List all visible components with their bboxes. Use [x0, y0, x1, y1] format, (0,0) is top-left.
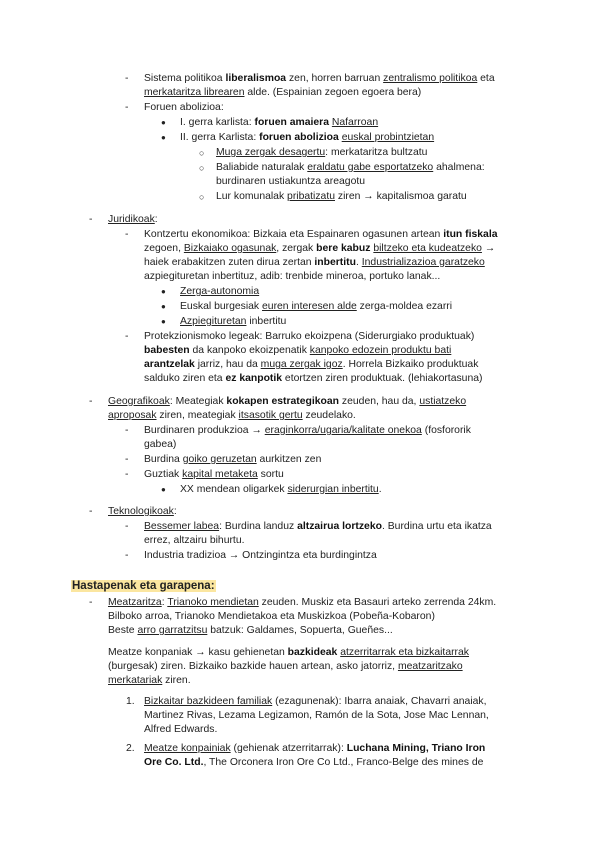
text-line: Azpiegituretan inbertitu — [180, 316, 287, 327]
bullet-marker: ● — [161, 133, 166, 142]
text-line: burdinaren ustiakuntza areagotu — [216, 176, 366, 187]
text-line: XX mendean oligarkek siderurgian inbertitu. — [180, 484, 382, 495]
dash-marker: - — [89, 396, 93, 407]
text-line: zegoen, Bizkaiako ogasunak, zergak bere kabuz biltzeko eta kudeatzeko → — [144, 243, 496, 254]
dash-marker: - — [125, 550, 129, 561]
text-line: Beste arro garratzitsu batzuk: Galdames, Sopuerta, Gueñes... — [108, 625, 393, 636]
section-heading: Hastapenak eta garapena: — [72, 580, 215, 592]
bullet-marker: ● — [161, 317, 166, 326]
text-line: merkataritza librearen alde. (Espainian zegoen egoera bera) — [144, 87, 422, 98]
text-line: Foruen abolizioa: — [144, 102, 224, 113]
bullet-marker: ● — [161, 302, 166, 311]
text-line: merkatariak ziren. — [108, 675, 191, 686]
dash-marker: - — [125, 229, 129, 240]
section-heading-teknologikoak: Teknologikoak: — [108, 506, 177, 517]
dash-marker: - — [89, 214, 93, 225]
text-line: II. gerra Karlista: foruen abolizioa euskal probintzietan — [180, 132, 435, 143]
dash-marker: - — [89, 597, 93, 608]
text-line: Bilboko arroa, Trianoko Mendietakoa eta Muskizkoa (Pobeña-Kobaron) — [108, 611, 435, 622]
text-line: Martinez Rivas, Lezama Legizamon, Ramón de la Sota, Jose Mac Lennan, — [144, 710, 489, 721]
text-line: I. gerra karlista: foruen amaiera Nafarroan — [180, 117, 379, 128]
text-line: arantzelak jarriz, hau da muga zergak igoz. Horrela Bizkaiko produktuak — [144, 359, 479, 370]
text-line: Lur komunalak pribatizatu ziren → kapitalismoa garatu — [216, 191, 467, 202]
text-line: Muga zergak desagertu: merkataritza bultzatu — [216, 147, 428, 158]
text-line: Burdinaren produkzioa → eraginkorra/ugaria/kalitate onekoa (fosfororik — [144, 425, 471, 436]
text-line: Meatzaritza: Trianoko mendietan zeuden. Muskiz eta Basauri arteko zerrenda 24km. — [108, 597, 497, 608]
text-line: Meatze konpaniak → kasu gehienetan bazkideak atzerritarrak eta bizkaitarrak — [108, 647, 469, 658]
text-line: Industria tradizioa → Ontzingintza eta burdingintza — [144, 550, 377, 561]
dash-marker: - — [89, 506, 93, 517]
text-line: Guztiak kapital metaketa sortu — [144, 469, 284, 480]
text-line: Euskal burgesiak euren interesen alde zerga-moldea ezarri — [180, 301, 453, 312]
list-number: 2. — [126, 743, 135, 754]
text-line: Protekzionismoko legeak: Barruko ekoizpena (Siderurgiako produktuak) — [144, 331, 475, 342]
section-heading-geografikoak: Geografikoak: Meategiak kokapen estrategikoan zeuden, hau da, ustiatzeko — [108, 396, 467, 407]
text-line: Meatze konpainiak (gehienak atzerritarrak): Luchana Mining, Triano Iron — [144, 743, 486, 754]
bullet-marker: ● — [161, 287, 166, 296]
list-number: 1. — [126, 696, 135, 707]
text-line: salduko ziren eta ez kanpotik etortzen ziren produktuak. (lehiakortasuna) — [144, 373, 483, 384]
dash-marker: - — [125, 454, 129, 465]
dash-marker: - — [125, 331, 129, 342]
bullet-marker: ● — [161, 485, 166, 494]
text-line: Bessemer labea: Burdina landuz altzairua lortzeko. Burdina urtu eta ikatza — [144, 521, 492, 532]
dash-marker: - — [125, 521, 129, 532]
text-line: Baliabide naturalak eraldatu gabe esportatzeko ahalmena: — [216, 162, 485, 173]
text-line: babesten da kanpoko ekoizpenatik kanpoko edozein produktu bati — [144, 345, 452, 356]
dash-marker: - — [125, 469, 129, 480]
text-line: Kontzertu ekonomikoa: Bizkaia eta Espainaren ogasunen artean itun fiskala — [144, 229, 498, 240]
dash-marker: - — [125, 102, 129, 113]
text-line: haiek erabakitzen zuten dirua zertan inbertitu. Industrializazioa garatzeko — [144, 257, 485, 268]
circle-marker: ○ — [199, 148, 205, 158]
text-line: Burdina goiko geruzetan aurkitzen zen — [144, 454, 322, 465]
text-line: errez, altzairu bihurtu. — [144, 535, 245, 546]
text-line: Zerga-autonomia — [180, 286, 260, 297]
circle-marker: ○ — [199, 163, 205, 173]
text-line: aproposak ziren, meategiak itsasotik gertu zeudelako. — [108, 410, 356, 421]
text-line: Alfred Edwards. — [144, 724, 218, 735]
text-line: azpiegituretan inbertituz, adib: trenbide mineroa, portuko lanak... — [144, 271, 441, 282]
text-line: (burgesak) ziren. Bizkaiko bazkide hauen artean, asko jatorriz, meatzaritzako — [108, 661, 463, 672]
text-line: gabea) — [144, 439, 177, 450]
dash-marker: - — [125, 73, 129, 84]
circle-marker: ○ — [199, 192, 205, 202]
bullet-marker: ● — [161, 118, 166, 127]
text-line: Bizkaitar bazkideen familiak (ezagunenak): Ibarra anaiak, Chavarri anaiak, — [144, 696, 487, 707]
section-heading-juridikoak: Juridikoak: — [108, 214, 158, 225]
text-line: Ore Co. Ltd., The Orconera Iron Ore Co Ltd., Franco-Belge des mines de — [144, 757, 484, 768]
dash-marker: - — [125, 425, 129, 436]
text-line: Sistema politikoa liberalismoa zen, horren barruan zentralismo politikoa eta — [144, 73, 495, 84]
